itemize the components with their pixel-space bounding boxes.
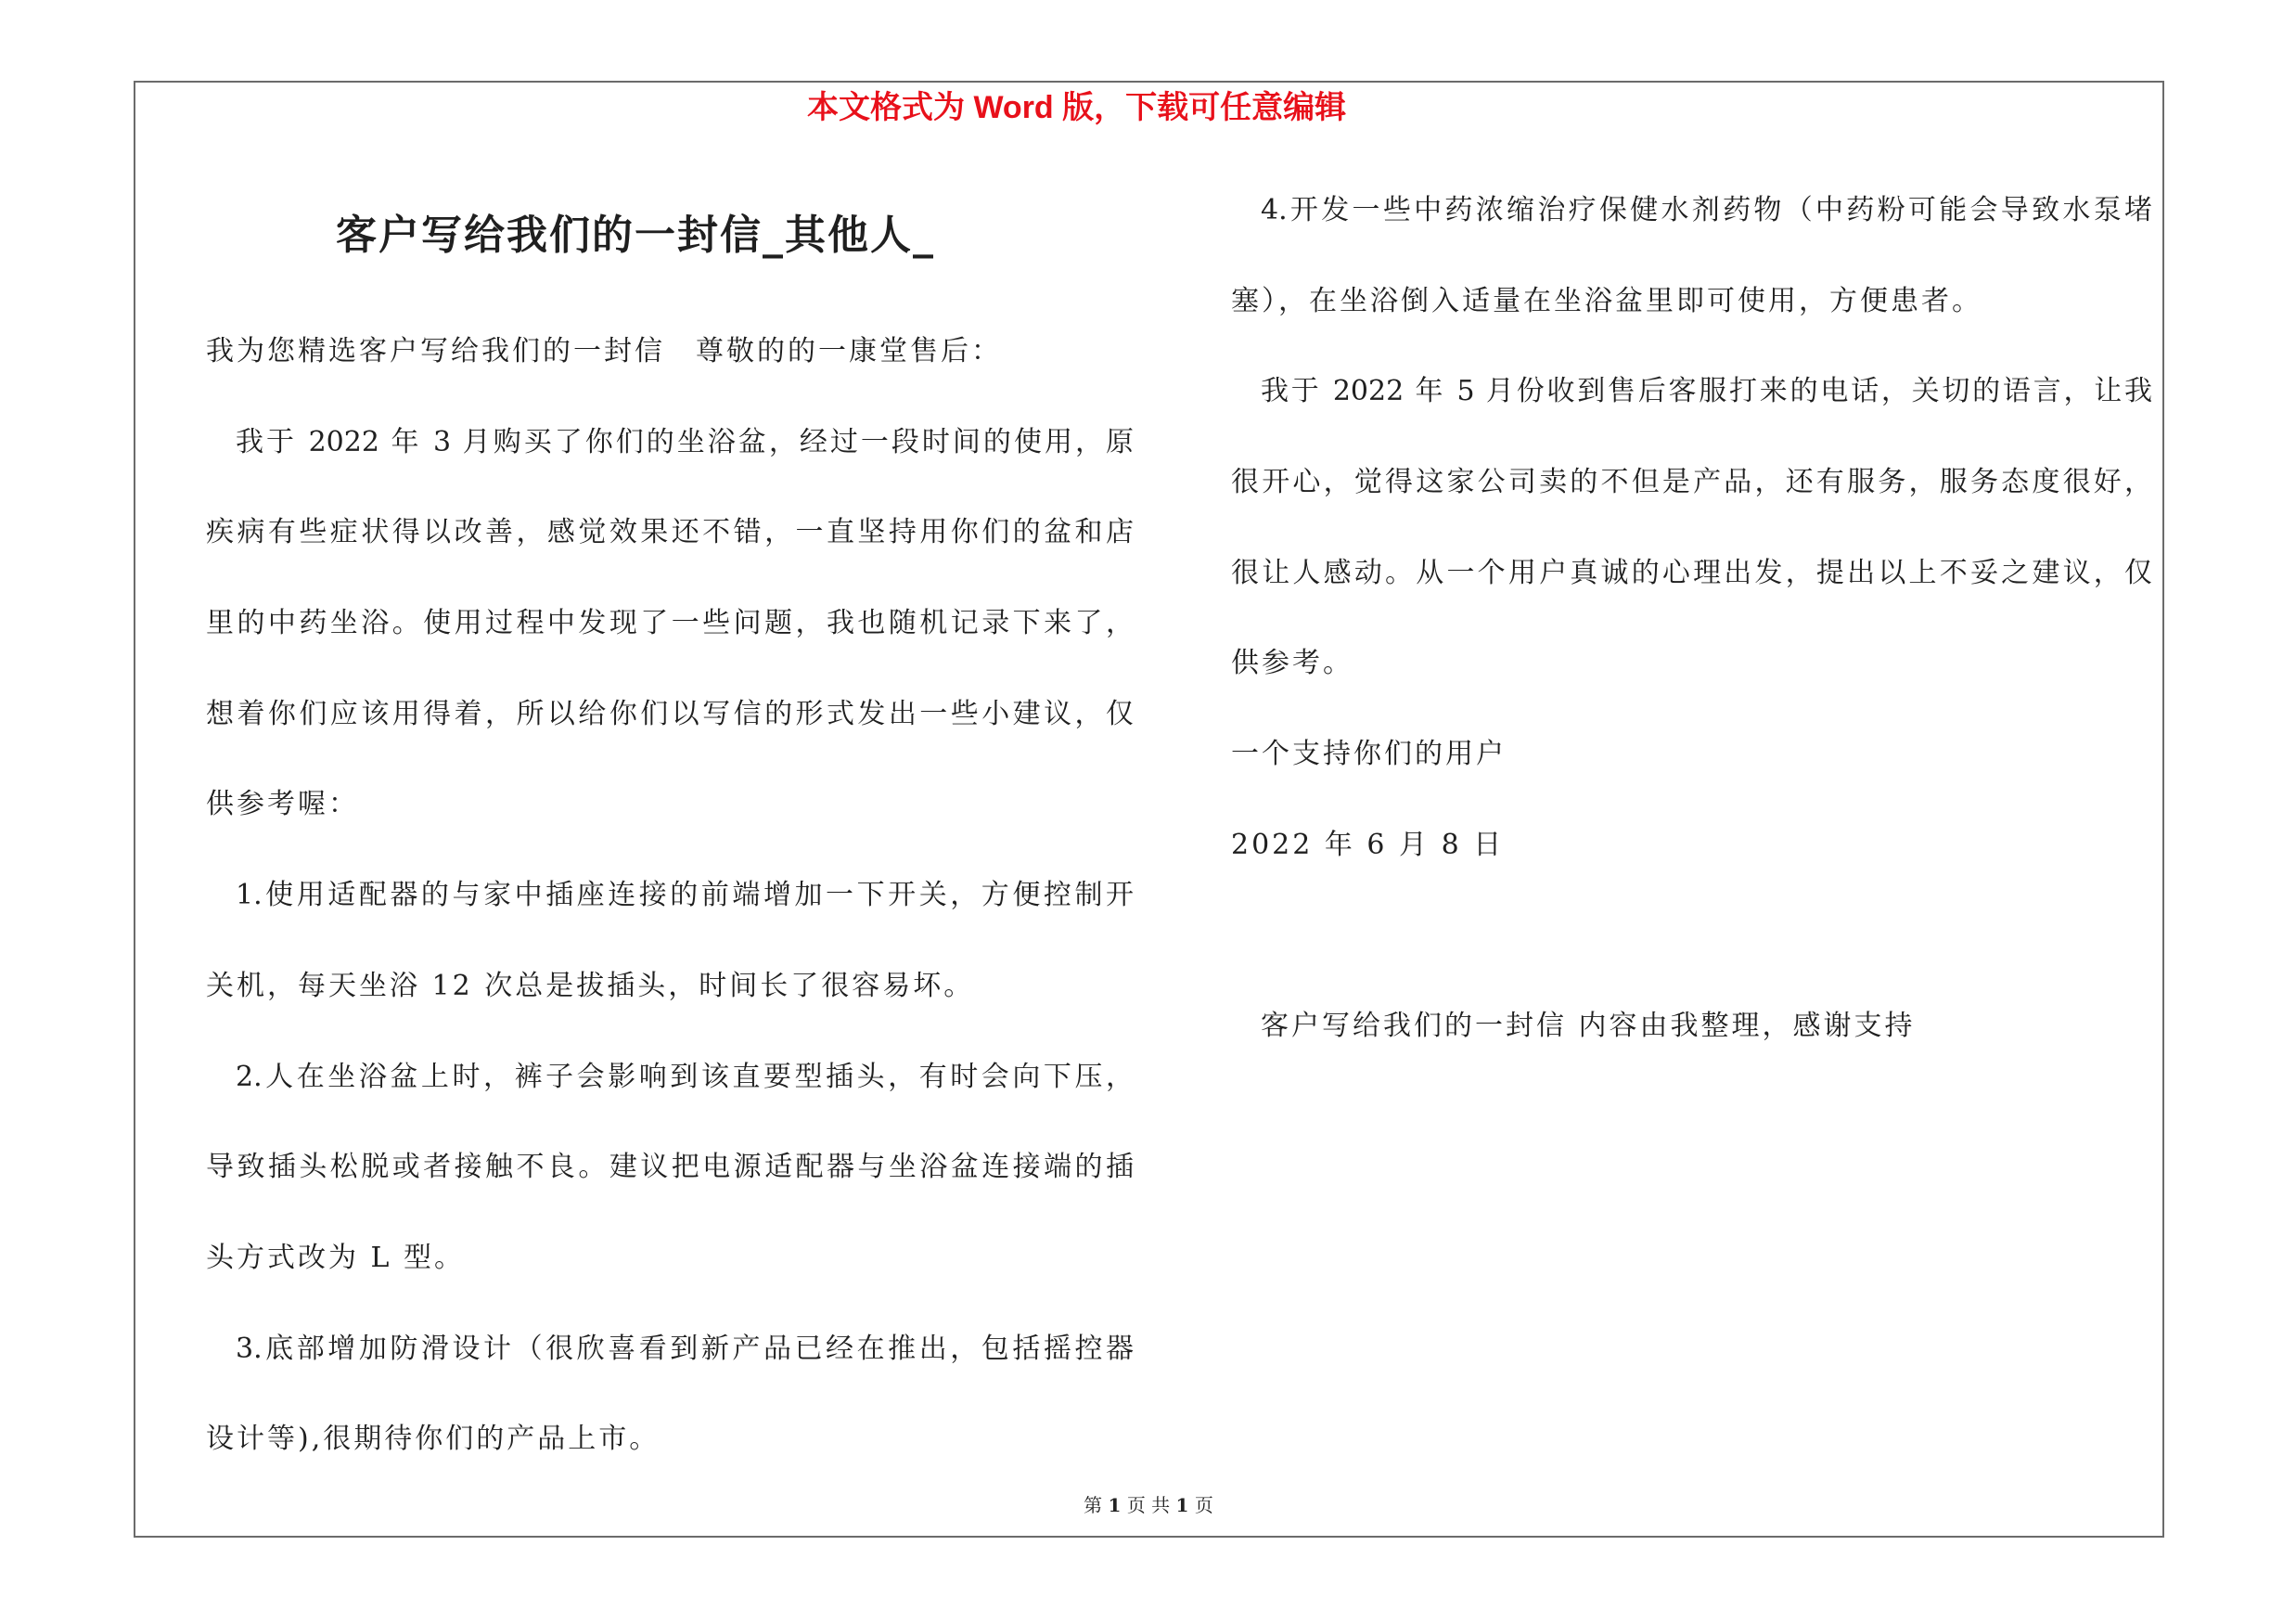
letter-line: 设计等),很期待你们的产品上市。 (206, 1423, 661, 1456)
letter-line: 很让人感动。从一个用户真诚的心理出发，提出以上不妥之建议，仅 (1231, 556, 2152, 589)
letter-line: 塞），在坐浴倒入适量在坐浴盆里即可使用，方便患者。 (1231, 284, 1982, 317)
page-number-footer (1056, 1492, 1241, 1518)
format-notice: 本文格式为 Word 版，下载可任意编辑 (807, 90, 1347, 125)
letter-line: 关机，每天坐浴 12 次总是拔插头，时间长了很容易坏。 (206, 969, 975, 1002)
closing-note: 客户写给我们的一封信 内容由我整理，感谢支持 (1261, 1010, 1916, 1043)
right-text-column (1231, 165, 2152, 1072)
left-text-column (206, 306, 1134, 1485)
letter-line: 我为您精选客户写给我们的一封信 尊敬的的一康堂售后： (206, 335, 1002, 367)
letter-line: 供参考。 (1231, 647, 1353, 680)
letter-line: 1.使用适配器的与家中插座连接的前端增加一下开关，方便控制开 (236, 879, 1134, 912)
date-line: 2022 年 6 月 8 日 (1231, 828, 1505, 861)
letter-line: 我于 2022 年 3 月购买了你们的坐浴盆，经过一段时间的使用，原 (236, 425, 1134, 458)
letter-line: 导致插头松脱或者接触不良。建议把电源适配器与坐浴盆连接端的插 (206, 1151, 1134, 1184)
letter-line: 疾病有些症状得以改善，感觉效果还不错，一直坚持用你们的盆和店 (206, 516, 1134, 549)
letter-line: 很开心，觉得这家公司卖的不但是产品，还有服务，服务态度很好， (1231, 466, 2152, 499)
letter-line: 里的中药坐浴。使用过程中发现了一些问题，我也随机记录下来了， (206, 607, 1134, 640)
total-page-number: 1 (1175, 1494, 1189, 1516)
letter-line: 头方式改为 L 型。 (206, 1241, 465, 1274)
letter-line: 4.开发一些中药浓缩治疗保健水剂药物（中药粉可能会导致水泵堵 (1261, 194, 2152, 226)
letter-line: 2.人在坐浴盆上时，裤子会影响到该直要型插头，有时会向下压， (236, 1060, 1134, 1093)
letter-line: 供参考喔： (206, 788, 359, 821)
letter-line: 想着你们应该用得着，所以给你们以写信的形式发出一些小建议，仅 (206, 697, 1134, 730)
footer-suffix: 页 (1194, 1494, 1213, 1516)
footer-middle: 页 共 (1126, 1494, 1171, 1516)
letter-line: 我于 2022 年 5 月份收到售后客服打来的电话，关切的语言，让我 (1261, 375, 2152, 408)
signature-line: 一个支持你们的用户 (1231, 738, 1507, 771)
current-page-number: 1 (1108, 1494, 1122, 1516)
footer-prefix: 第 (1084, 1494, 1103, 1516)
letter-line: 3.底部增加防滑设计（很欣喜看到新产品已经在推出，包括摇控器 (236, 1332, 1134, 1365)
document-title: 客户写给我们的一封信_其他人_ (336, 212, 935, 259)
